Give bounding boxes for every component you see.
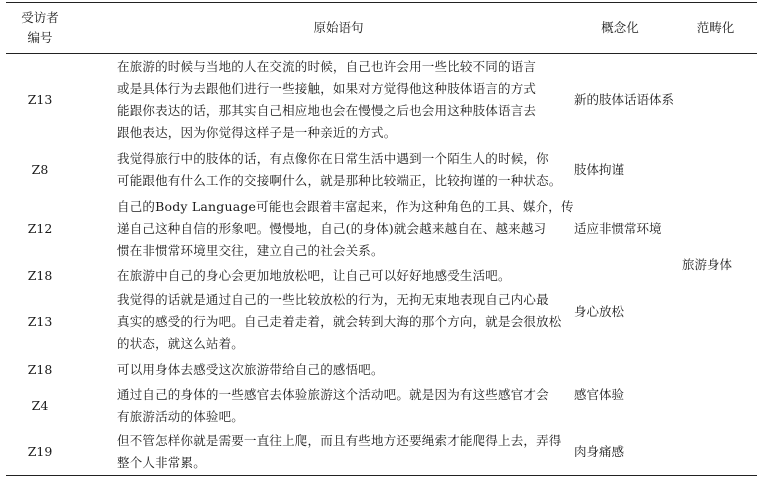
respondent-id: Z18 — [27, 268, 53, 283]
statement-line: 能跟你表达的话，那其实自己相应地也会在慢慢之后也会用这种肢体语言去 — [117, 103, 537, 118]
category-label: 旅游身体 — [682, 257, 733, 272]
concept-group-senses — [6, 384, 757, 406]
table-row — [6, 265, 757, 287]
concept-label: 肉身痛感 — [574, 444, 625, 459]
header-original-statement: 原始语句 — [313, 20, 364, 35]
statement-line: 我觉得旅行中的肢体的话，有点像你在日常生活中遇到一个陌生人的时候，你 — [117, 151, 549, 166]
statement-line: 但不管怎样你就是需要一直往上爬，而且有些地方还要绳索才能爬得上去，弄得 — [117, 433, 562, 448]
statement-line: 自己的Body Language可能也会跟着丰富起来，作为这种角色的工具、媒介，传 — [117, 199, 574, 214]
statement-line: 在旅游的时候与当地的人在交流的时候，自己也许会用一些比较不同的语言 — [117, 59, 537, 74]
respondent-id: Z12 — [27, 221, 53, 236]
concept-label: 身心放松 — [574, 304, 625, 319]
header-conceptualization: 概念化 — [601, 20, 639, 35]
header-respondent-id — [6, 3, 74, 53]
concept-label: 新的肢体话语体系 — [574, 92, 675, 107]
concept-label: 适应非惯常环境 — [574, 221, 662, 236]
statement-line: 有旅游活动的体验吧。 — [117, 409, 245, 424]
statement-line: 递自己这种自信的形象吧。慢慢地，自己(的身体)就会越来越自在、越来越习 — [117, 221, 547, 236]
original-statement — [117, 359, 577, 381]
statement-line: 的状态，就这么站着。 — [117, 336, 245, 351]
statement-line: 或是具体行为去跟他们进行一些接触，如果对方觉得他这种肢体语言的方式 — [117, 81, 537, 96]
table-row — [6, 56, 757, 144]
original-statement — [117, 265, 577, 287]
respondent-id: Z8 — [31, 162, 49, 177]
statement-line: 真实的感受的行为吧。自己走着走着，就会转到大海的那个方向，就是会很放松 — [117, 314, 562, 329]
respondent-id: Z18 — [27, 362, 53, 377]
concept-group-relax — [6, 301, 757, 323]
statement-line: 惯在非惯常环境里交往，建立自己的社会关系。 — [117, 243, 384, 258]
header-id-line1: 受访者 — [21, 10, 59, 25]
respondent-id: Z13 — [27, 314, 53, 329]
table-header — [6, 3, 757, 53]
original-statement — [117, 56, 577, 144]
table-row — [6, 148, 757, 192]
header-categorization: 范畴化 — [696, 20, 735, 35]
statement-line: 整个人非常累。 — [117, 455, 206, 470]
statement-line: 跟他表达，因为你觉得这样子是一种亲近的方式。 — [117, 125, 397, 140]
statement-line: 我觉得的话就是通过自己的一些比较放松的行为，无拘无束地表现自己内心最 — [117, 292, 549, 307]
statement-line: 可以用身体去感受这次旅游带给自己的感悟吧。 — [117, 362, 384, 377]
original-statement — [117, 148, 577, 192]
respondent-id: Z13 — [27, 92, 53, 107]
respondent-id: Z4 — [31, 398, 49, 413]
concept-label: 肢体拘谨 — [574, 162, 625, 177]
statement-line: 可能跟他有什么工作的交接啊什么，就是那种比较端正，比较拘谨的一种状态。 — [117, 173, 562, 188]
header-rule — [6, 53, 757, 54]
statement-line: 通过自己的身体的一些感官去体验旅游这个活动吧。就是因为有这些感官才会 — [117, 387, 549, 402]
concept-label: 感官体验 — [574, 387, 625, 402]
statement-line: 在旅游中自己的身心会更加地放松吧，让自己可以好好地感受生活吧。 — [117, 268, 511, 283]
respondent-id: Z19 — [27, 444, 53, 459]
bottom-rule — [6, 475, 757, 476]
concept-group-pain — [6, 441, 757, 463]
header-id-line2: 编号 — [27, 30, 53, 45]
original-statement — [117, 196, 577, 262]
table-row — [6, 196, 757, 262]
table-row — [6, 359, 757, 381]
